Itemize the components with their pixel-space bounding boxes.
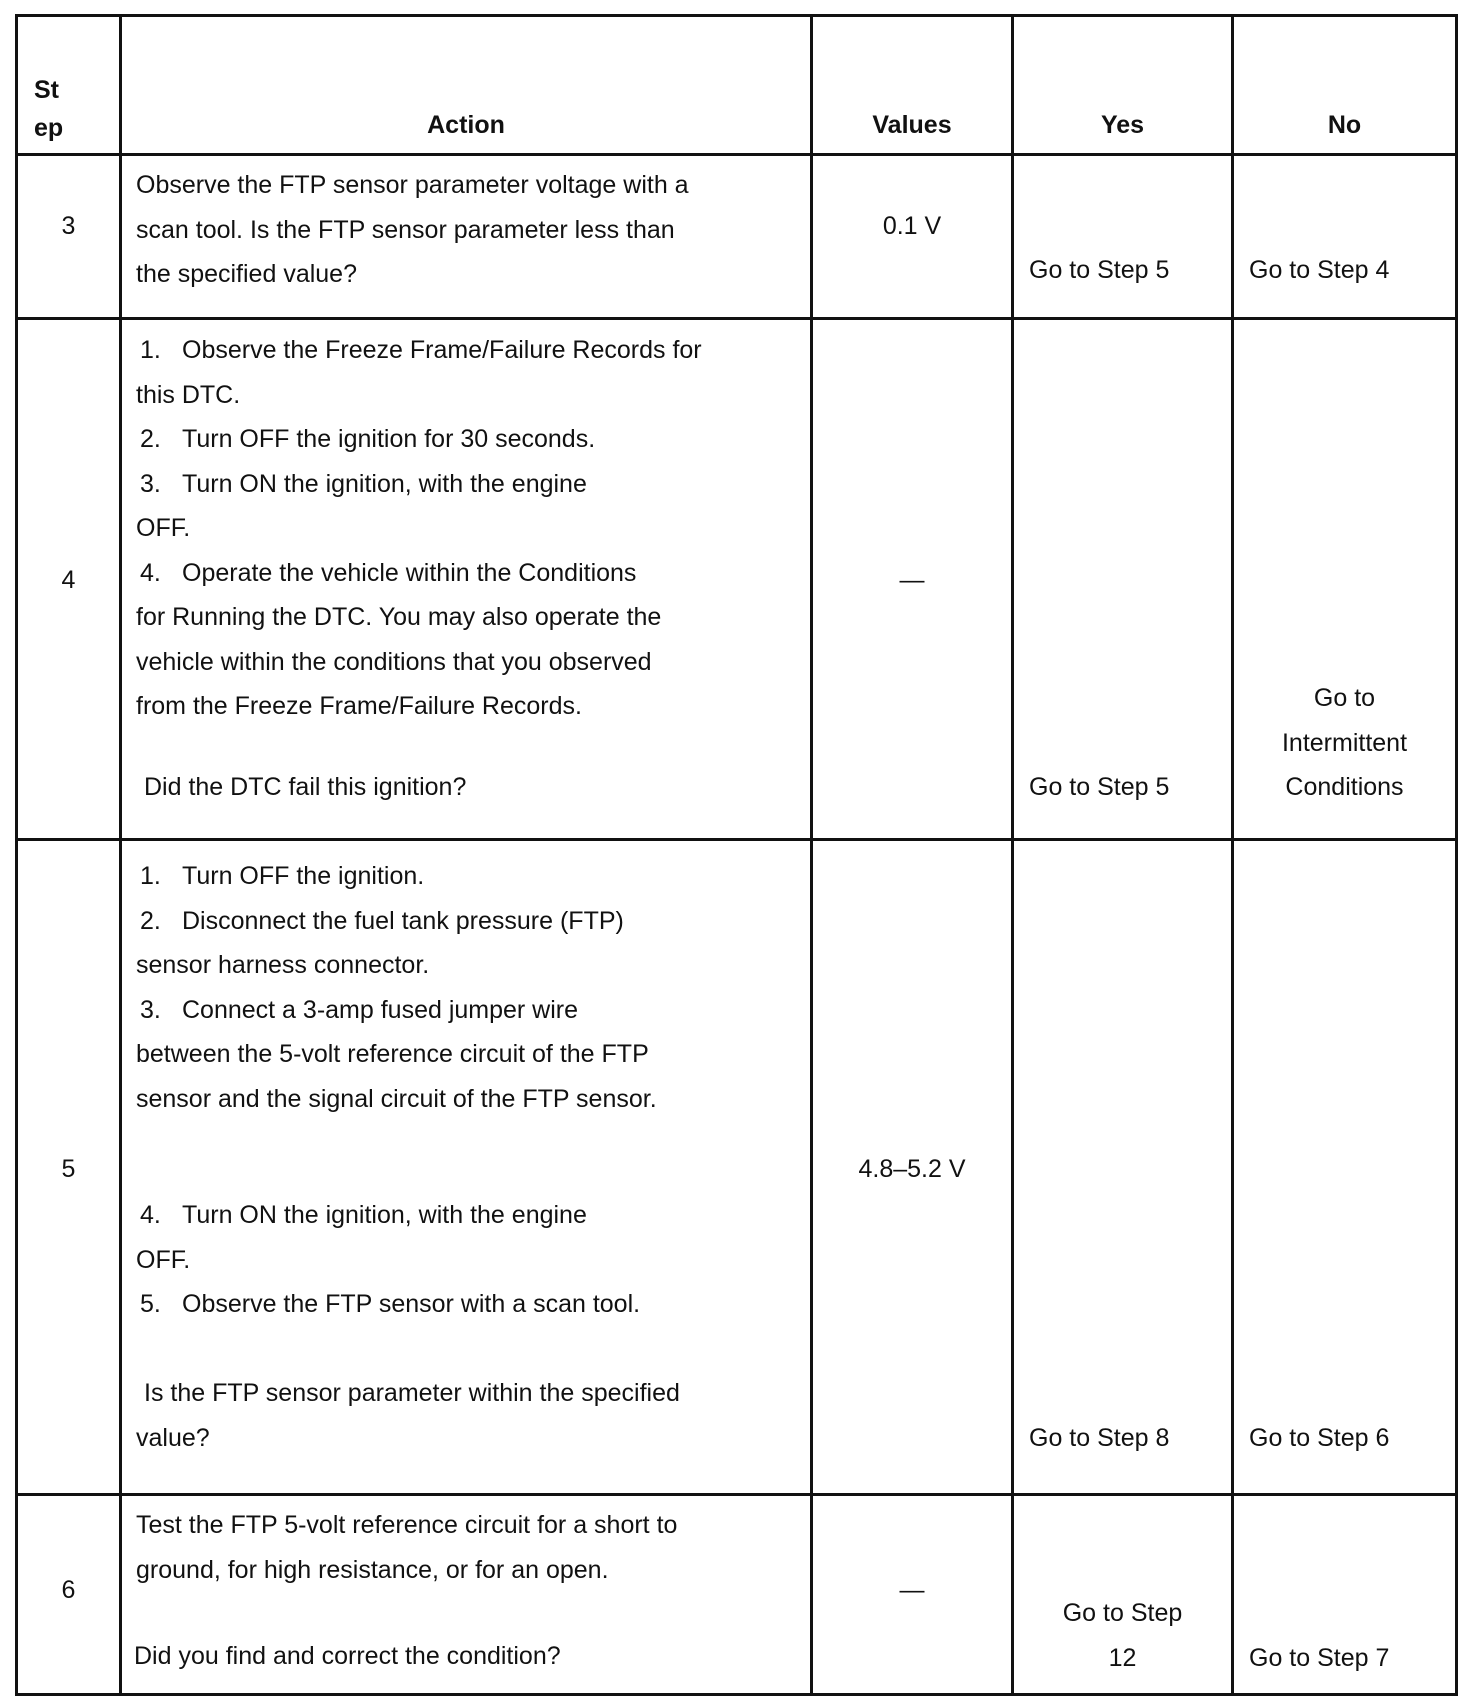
list-number: 3.: [140, 995, 161, 1024]
list-item: [136, 899, 657, 944]
yes-link[interactable]: Go to Step 5: [1029, 256, 1170, 284]
value-text: 4.8–5.2 V: [858, 1155, 966, 1183]
table-row: [17, 1495, 1457, 1695]
table-row: [17, 840, 1457, 1495]
value-text: 0.1 V: [882, 212, 942, 240]
action-header: Action: [427, 111, 505, 139]
list-number: 2.: [140, 425, 161, 453]
header-row: [17, 16, 1457, 155]
action-header-cell: [121, 16, 812, 155]
value-text: —: [899, 1576, 925, 1604]
no-link[interactable]: [1234, 676, 1455, 810]
list-item: [136, 462, 702, 507]
list-item: [136, 1193, 640, 1238]
action-text: Turn ON the ignition, with the engine: [182, 1201, 587, 1229]
step-header-line2: ep: [34, 114, 64, 142]
action-text: scan tool. Is the FTP sensor parameter less than: [136, 215, 675, 244]
yes-link-line: Go to Step: [1062, 1599, 1183, 1627]
no-link-line: Conditions: [1285, 773, 1404, 801]
action-text: this DTC.: [136, 380, 241, 409]
values-header: Values: [872, 111, 952, 139]
list-number: 1.: [140, 862, 161, 890]
action-text: Test the FTP 5-volt reference circuit for a short to: [136, 1511, 678, 1539]
action-text: Observe the FTP sensor parameter voltage with a: [136, 171, 689, 199]
no-link[interactable]: Go to Step 6: [1249, 1424, 1390, 1452]
yes-header: Yes: [1100, 111, 1145, 139]
table-row: [17, 319, 1457, 840]
action-text: between the 5-volt reference circuit of the FTP: [136, 1040, 649, 1068]
yes-link[interactable]: [1014, 1591, 1231, 1680]
step-number: 3: [61, 212, 76, 240]
action-text: OFF.: [136, 1245, 191, 1274]
list-number: 3.: [140, 469, 161, 498]
list-item: [136, 988, 657, 1033]
action-text: Observe the Freeze Frame/Failure Records for: [182, 336, 702, 364]
action-text: vehicle within the conditions that you observed: [136, 647, 652, 676]
action-text: Observe the FTP sensor with a scan tool.: [182, 1290, 641, 1318]
action-text: for Running the DTC. You may also operate the: [136, 603, 662, 631]
diagnostic-table: [15, 14, 1458, 1696]
yes-header-cell: [1013, 16, 1233, 155]
list-item: [136, 417, 702, 462]
step-header-cell: [17, 16, 121, 155]
yes-link[interactable]: Go to Step 8: [1029, 1424, 1170, 1452]
no-link-line: Intermittent: [1281, 728, 1408, 757]
action-text: OFF.: [136, 514, 191, 542]
action-text: sensor and the signal circuit of the FTP sensor.: [136, 1084, 657, 1113]
action-text: Turn ON the ignition, with the engine: [182, 469, 587, 498]
action-text: Connect a 3-amp fused jumper wire: [182, 995, 579, 1024]
action-question: value?: [136, 1423, 210, 1452]
action-text: Turn OFF the ignition for 30 seconds.: [182, 425, 596, 453]
yes-link[interactable]: Go to Step 5: [1029, 773, 1170, 801]
action-text: the specified value?: [136, 260, 357, 288]
action-text: Operate the vehicle within the Conditions: [182, 558, 637, 587]
list-number: 4.: [140, 1201, 161, 1229]
no-link[interactable]: Go to Step 7: [1249, 1644, 1390, 1672]
list-item: [136, 854, 657, 899]
list-number: 2.: [140, 906, 161, 935]
value-text: —: [899, 566, 925, 594]
list-number: 4.: [140, 558, 161, 587]
list-number: 5.: [140, 1290, 161, 1318]
list-item: [136, 551, 702, 596]
action-text: ground, for high resistance, or for an open.: [136, 1555, 609, 1584]
no-header-cell: [1233, 16, 1457, 155]
step-number: 4: [61, 566, 76, 594]
action-text: Disconnect the fuel tank pressure (FTP): [182, 906, 624, 935]
table-row: [17, 155, 1457, 319]
step-number: 5: [61, 1155, 76, 1183]
action-text: sensor harness connector.: [136, 951, 430, 979]
no-header: No: [1327, 111, 1362, 139]
step-number: 6: [61, 1576, 76, 1604]
action-text: Turn OFF the ignition.: [182, 862, 425, 890]
action-text: from the Freeze Frame/Failure Records.: [136, 692, 582, 720]
list-item: [136, 328, 702, 373]
no-link-line: Go to: [1313, 684, 1376, 712]
action-question: Is the FTP sensor parameter within the specified: [144, 1379, 680, 1407]
action-question: Did you find and correct the condition?: [134, 1642, 561, 1670]
action-question: Did the DTC fail this ignition?: [144, 773, 467, 801]
list-number: 1.: [140, 336, 161, 364]
no-link[interactable]: Go to Step 4: [1249, 256, 1390, 284]
values-header-cell: [812, 16, 1013, 155]
yes-link-line: 12: [1108, 1643, 1137, 1672]
list-item: [136, 1282, 640, 1327]
step-header-line1: St: [34, 76, 59, 104]
